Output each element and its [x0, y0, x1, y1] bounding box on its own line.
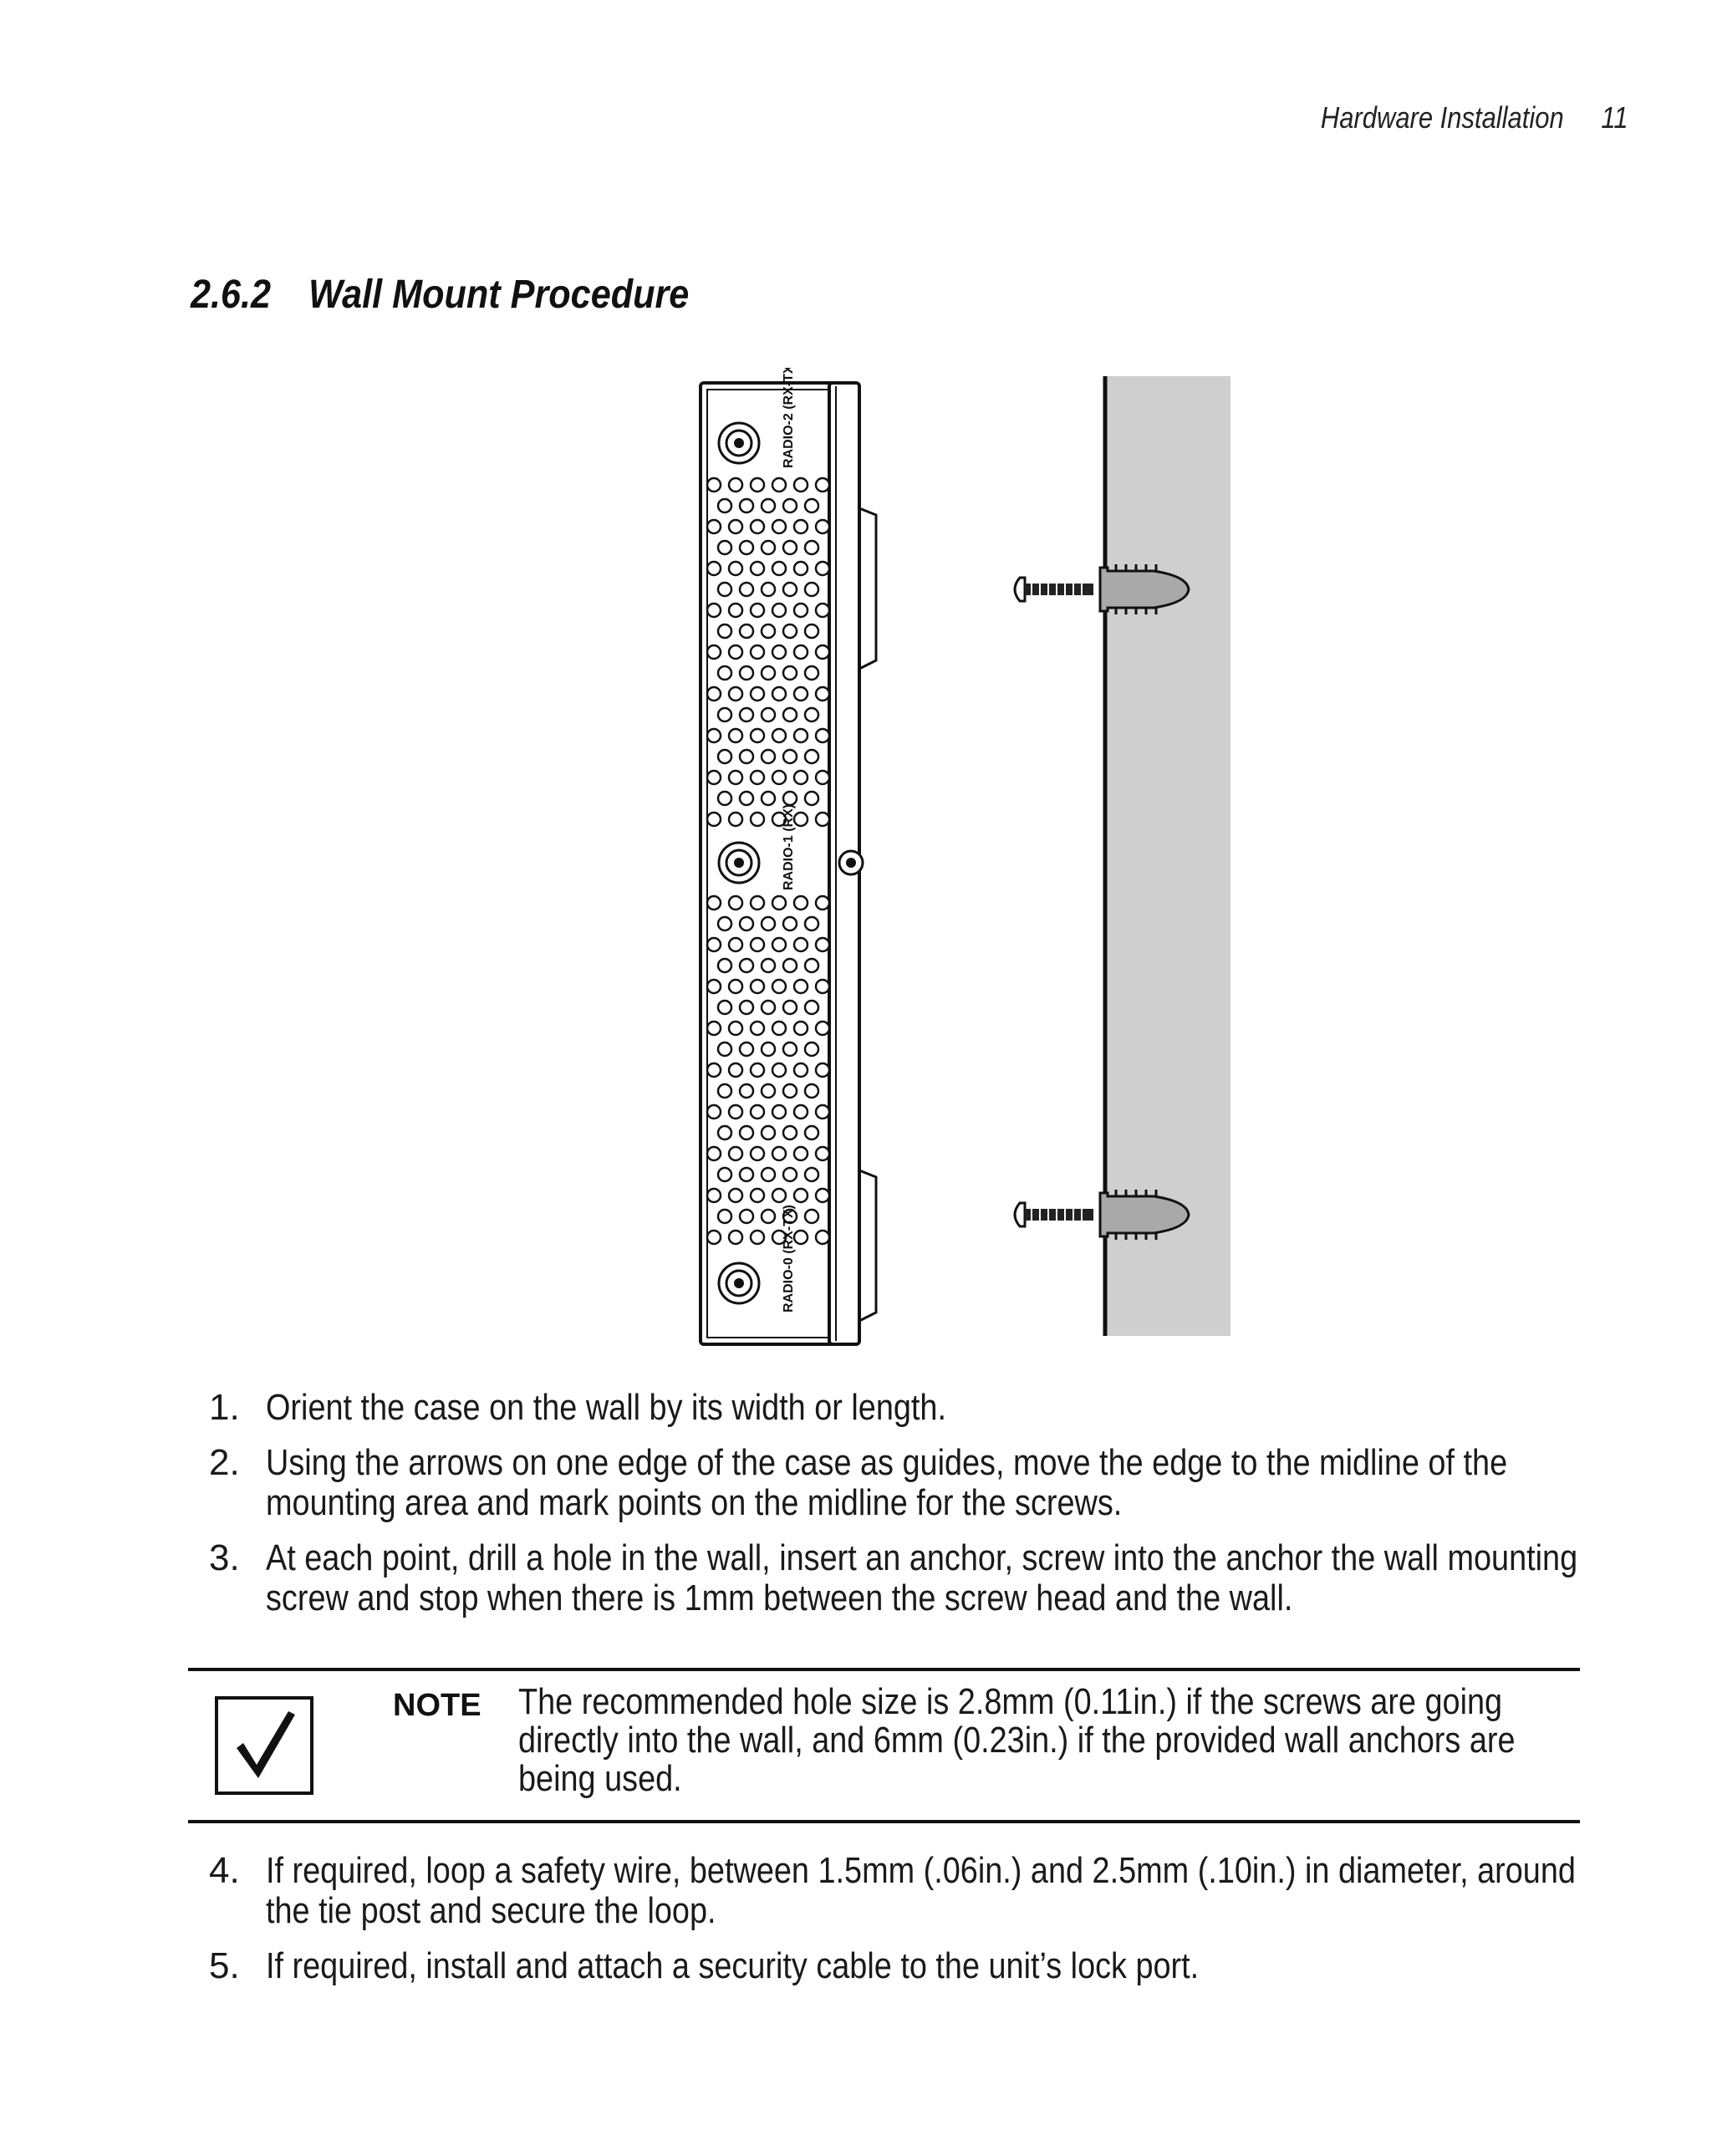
vent-hole [751, 687, 764, 701]
procedure-steps-part-1 [209, 1388, 1588, 1634]
vent-hole [783, 1168, 797, 1181]
vent-hole [740, 1210, 753, 1223]
vent-hole [740, 624, 753, 638]
vent-hole [805, 750, 818, 763]
vent-hole [729, 1105, 742, 1119]
vent-hole [772, 729, 786, 742]
vent-hole [805, 1001, 818, 1014]
vent-hole [816, 645, 829, 659]
port-label-radio-0: RADIO-0 (RX-TX) [782, 1205, 796, 1312]
vent-hole [751, 1147, 764, 1160]
vent-hole [740, 708, 753, 721]
vent-hole [718, 1001, 731, 1014]
vent-hole [762, 541, 775, 554]
vent-hole [772, 938, 786, 951]
vent-hole [751, 520, 764, 533]
vent-hole [740, 1126, 753, 1139]
vent-hole [740, 666, 753, 680]
vent-hole [740, 1084, 753, 1098]
vent-hole [718, 1084, 731, 1098]
vent-hole [751, 1063, 764, 1077]
vent-hole [751, 604, 764, 617]
step-text: If required, loop a safety wire, between 1.5mm (.06in.) and 2.5mm (.10in.) in diameter, around the tie post and secure the loop. [266, 1850, 1576, 1931]
vent-hole [794, 1063, 808, 1077]
vent-hole [794, 478, 808, 492]
port-label-radio-2: RADIO-2 (RX-TX) [782, 368, 796, 468]
vent-hole [751, 478, 764, 492]
vent-hole [751, 1189, 764, 1202]
vent-hole [751, 980, 764, 993]
vent-hole [794, 1231, 808, 1244]
vent-hole [707, 1063, 721, 1077]
vent-hole [805, 1126, 818, 1139]
vent-hole [805, 1084, 818, 1098]
note-label: NOTE [393, 1688, 482, 1723]
vent-hole [740, 750, 753, 763]
vent-hole [772, 771, 786, 784]
vent-hole [718, 666, 731, 680]
vent-hole [707, 1105, 721, 1119]
vent-hole [729, 980, 742, 993]
vent-hole [729, 1063, 742, 1077]
vent-hole [805, 666, 818, 680]
vent-hole [729, 604, 742, 617]
vent-hole [794, 1022, 808, 1035]
vent-hole [707, 645, 721, 659]
vent-hole [783, 541, 797, 554]
vent-hole [707, 980, 721, 993]
vent-hole [707, 478, 721, 492]
vent-hole [751, 771, 764, 784]
vent-hole [816, 1189, 829, 1202]
vent-hole [794, 771, 808, 784]
vent-hole [816, 604, 829, 617]
vent-hole [729, 645, 742, 659]
vent-hole [772, 687, 786, 701]
vent-hole [816, 1105, 829, 1119]
vent-hole [751, 729, 764, 742]
vent-hole [794, 813, 808, 826]
checkmark-icon [215, 1696, 313, 1795]
step-item [209, 1851, 1588, 1931]
vent-hole [762, 1042, 775, 1056]
vent-hole [794, 938, 808, 951]
vent-hole [794, 687, 808, 701]
vent-hole [729, 1147, 742, 1160]
vent-hole [772, 562, 786, 575]
step-number: 4. [209, 1850, 240, 1891]
vent-hole [740, 917, 753, 930]
vent-hole [762, 792, 775, 805]
vent-hole [805, 624, 818, 638]
vent-hole [772, 645, 786, 659]
vent-hole [794, 645, 808, 659]
vent-hole [707, 1022, 721, 1035]
vent-hole [707, 729, 721, 742]
vent-hole [762, 666, 775, 680]
vent-hole [783, 959, 797, 972]
vent-hole [762, 750, 775, 763]
step-text: If required, install and attach a security cable to the unit’s lock port. [266, 1945, 1200, 1986]
vent-hole [816, 478, 829, 492]
vent-hole [783, 624, 797, 638]
vent-hole [805, 959, 818, 972]
vent-hole [751, 813, 764, 826]
section-title: Wall Mount Procedure [308, 273, 690, 317]
header-section-name: Hardware Installation [1321, 100, 1565, 135]
vent-hole [707, 520, 721, 533]
vent-hole [718, 1042, 731, 1056]
vent-hole [816, 1063, 829, 1077]
vent-hole [740, 1001, 753, 1014]
vent-hole [783, 1084, 797, 1098]
vent-hole [772, 896, 786, 910]
vent-hole [805, 499, 818, 512]
vent-hole [718, 1210, 731, 1223]
vent-hole [805, 792, 818, 805]
vent-hole [794, 729, 808, 742]
step-number: 5. [209, 1945, 240, 1986]
vent-hole [816, 729, 829, 742]
vent-hole [707, 938, 721, 951]
access-point-side-view [701, 368, 876, 1344]
vent-hole [805, 1168, 818, 1181]
vent-hole [729, 771, 742, 784]
vent-hole [805, 541, 818, 554]
section-heading [191, 272, 689, 318]
vent-hole [794, 896, 808, 910]
vent-hole [729, 938, 742, 951]
vent-hole [740, 959, 753, 972]
vent-hole [772, 1022, 786, 1035]
vent-hole [718, 541, 731, 554]
vent-hole [729, 1231, 742, 1244]
vent-hole [707, 562, 721, 575]
vent-hole [783, 666, 797, 680]
vent-hole [718, 1168, 731, 1181]
vent-hole [794, 562, 808, 575]
vent-hole [718, 917, 731, 930]
vent-hole [729, 1189, 742, 1202]
vent-hole [707, 1231, 721, 1244]
vent-hole [718, 750, 731, 763]
screw-icon [1015, 1203, 1093, 1226]
vent-hole [794, 520, 808, 533]
note-callout [188, 1668, 1580, 1823]
vent-hole [783, 708, 797, 721]
vent-hole [751, 645, 764, 659]
vent-hole [751, 1022, 764, 1035]
vent-hole [762, 499, 775, 512]
step-item [209, 1443, 1588, 1523]
vent-hole [794, 1105, 808, 1119]
vent-hole [794, 1189, 808, 1202]
step-text: Orient the case on the wall by its width or length. [266, 1387, 946, 1428]
vent-hole [707, 687, 721, 701]
vent-hole [805, 917, 818, 930]
vent-hole [707, 1189, 721, 1202]
vent-hole [783, 1001, 797, 1014]
vent-hole [751, 938, 764, 951]
vent-hole [762, 583, 775, 596]
vent-hole [718, 583, 731, 596]
vent-hole [783, 917, 797, 930]
vent-hole [729, 729, 742, 742]
vent-hole [718, 1126, 731, 1139]
vent-hole [729, 520, 742, 533]
vent-hole [816, 813, 829, 826]
vent-hole [783, 583, 797, 596]
vent-hole [805, 1210, 818, 1223]
vent-hole [794, 1147, 808, 1160]
vent-hole [751, 896, 764, 910]
vent-hole [816, 687, 829, 701]
vent-hole [740, 499, 753, 512]
page-number: 11 [1601, 100, 1628, 135]
vent-hole [729, 687, 742, 701]
vent-hole [805, 1042, 818, 1056]
note-text: The recommended hole size is 2.8mm (0.11in.) if the screws are going directly into the wall, and 6mm (0.23in.) if the provided wall anchors are being used. [518, 1681, 1516, 1799]
vent-hole [816, 980, 829, 993]
vent-hole [772, 520, 786, 533]
vent-hole [729, 813, 742, 826]
vent-hole [783, 499, 797, 512]
vent-hole [707, 771, 721, 784]
vent-hole [762, 708, 775, 721]
screw-icon [1015, 578, 1093, 601]
vent-hole [751, 562, 764, 575]
wall-mount-figure [685, 368, 1254, 1354]
vent-hole [783, 750, 797, 763]
vent-hole [816, 520, 829, 533]
vent-hole [805, 708, 818, 721]
step-number: 2. [209, 1442, 240, 1483]
vent-hole [783, 1126, 797, 1139]
vent-hole [729, 1022, 742, 1035]
vent-hole [772, 604, 786, 617]
vent-hole [729, 896, 742, 910]
vent-hole [707, 604, 721, 617]
vent-hole [762, 959, 775, 972]
vent-hole [707, 896, 721, 910]
vent-hole [718, 708, 731, 721]
step-item [209, 1388, 1588, 1428]
vent-hole [729, 562, 742, 575]
vent-hole [718, 624, 731, 638]
running-header [1321, 100, 1628, 135]
vent-hole [729, 478, 742, 492]
vent-hole [762, 917, 775, 930]
vent-hole [718, 499, 731, 512]
vent-hole [762, 1001, 775, 1014]
vent-hole [762, 1168, 775, 1181]
vent-hole [707, 1147, 721, 1160]
vent-hole [718, 792, 731, 805]
vent-hole [740, 541, 753, 554]
vent-hole [783, 1042, 797, 1056]
section-number: 2.6.2 [191, 273, 272, 317]
vent-hole [751, 1231, 764, 1244]
vent-hole [816, 1147, 829, 1160]
step-number: 3. [209, 1537, 240, 1578]
vent-hole [762, 1126, 775, 1139]
vent-hole [816, 771, 829, 784]
vent-hole [816, 896, 829, 910]
vent-hole [762, 624, 775, 638]
step-item [209, 1946, 1588, 1986]
vent-hole [816, 562, 829, 575]
vent-hole [772, 478, 786, 492]
vent-hole [740, 1168, 753, 1181]
port-label-radio-1: RADIO-1 (RX) [782, 803, 796, 890]
vent-hole [794, 604, 808, 617]
vent-hole [718, 959, 731, 972]
wall-cross-section [1105, 376, 1230, 1336]
vent-hole [707, 813, 721, 826]
step-number: 1. [209, 1387, 240, 1428]
procedure-steps-part-2 [209, 1851, 1588, 2001]
vent-hole [794, 980, 808, 993]
vent-hole [740, 1042, 753, 1056]
vent-hole [772, 1105, 786, 1119]
wall-mount-illustration [685, 368, 1254, 1354]
vent-hole [772, 980, 786, 993]
vent-hole [772, 1147, 786, 1160]
step-text: At each point, drill a hole in the wall, insert an anchor, screw into the anchor the wall mounting screw and stop when there is 1mm between the screw head and the wall. [266, 1537, 1578, 1618]
vent-hole [762, 1210, 775, 1223]
vent-hole [783, 792, 797, 805]
step-text: Using the arrows on one edge of the case as guides, move the edge to the midline of the mounting area and mark points on the midline for the screws. [266, 1442, 1508, 1523]
vent-hole [816, 1022, 829, 1035]
vent-hole [751, 1105, 764, 1119]
vent-hole [772, 1063, 786, 1077]
vent-hole [740, 583, 753, 596]
vent-hole [740, 792, 753, 805]
vent-hole [805, 583, 818, 596]
vent-hole [816, 1231, 829, 1244]
vent-hole [772, 1189, 786, 1202]
step-item [209, 1538, 1588, 1618]
vent-hole [762, 1084, 775, 1098]
vent-hole [816, 938, 829, 951]
